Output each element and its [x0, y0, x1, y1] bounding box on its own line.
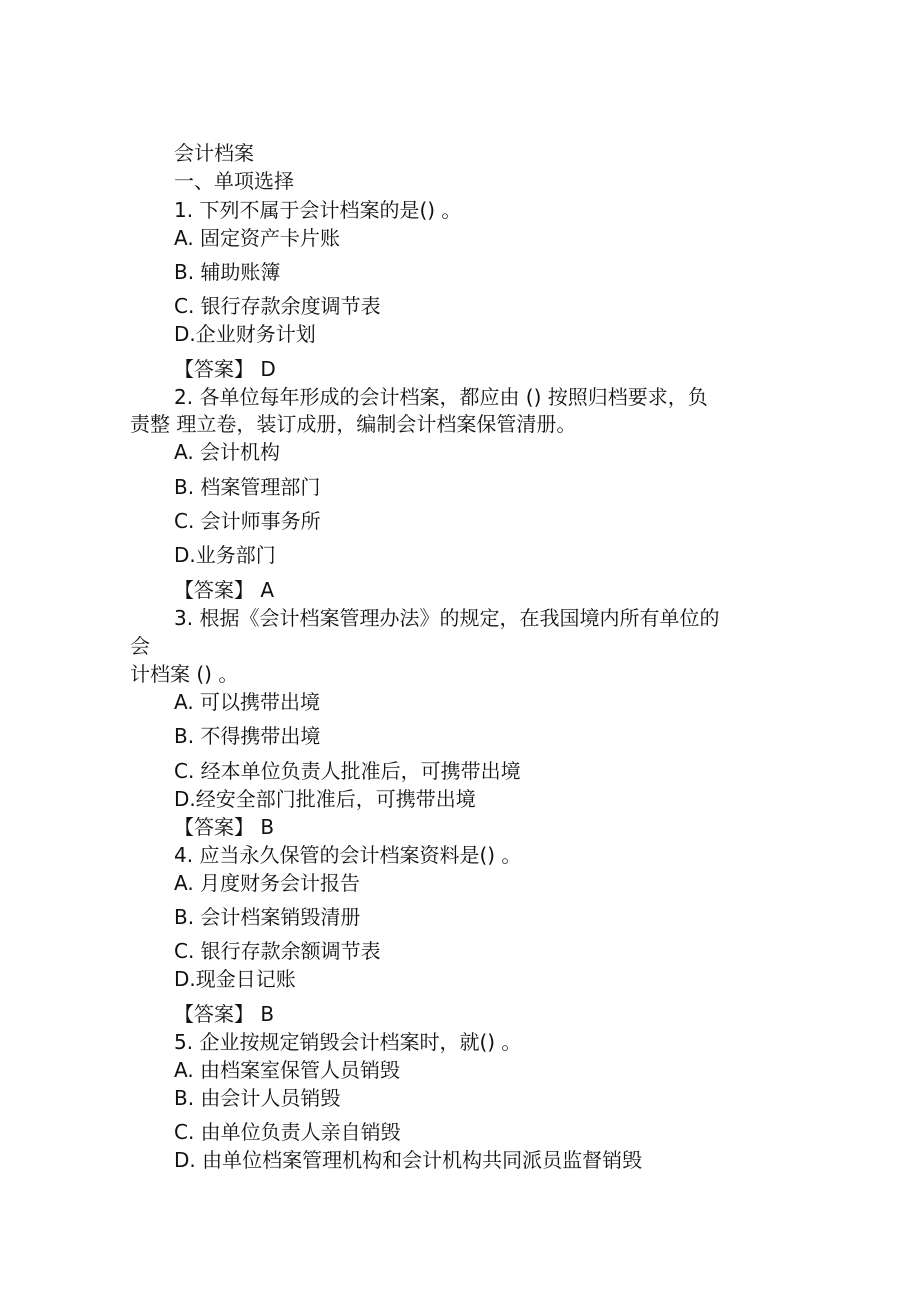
question-5-option-b: B. 由会计人员销毁 — [174, 1086, 341, 1110]
question-2-stem-line1: 2. 各单位每年形成的会计档案，都应由 () 按照归档要求，负 — [174, 385, 708, 409]
question-4-option-b: B. 会计档案销毁清册 — [174, 905, 361, 929]
question-2-stem-line2: 责整 理立卷，装订成册，编制会计档案保管清册。 — [130, 412, 577, 436]
question-3-option-b: B. 不得携带出境 — [174, 724, 321, 748]
question-5-option-d: D. 由单位档案管理机构和会计机构共同派员监督销毁 — [174, 1148, 643, 1172]
question-4-option-a: A. 月度财务会计报告 — [174, 871, 361, 895]
question-1-option-b: B. 辅助账簿 — [174, 260, 281, 284]
question-5-option-c: C. 由单位负责人亲自销毁 — [174, 1120, 401, 1144]
question-1-answer: 【答案】 D — [174, 357, 276, 381]
question-2-option-d: D.业务部门 — [174, 543, 276, 567]
question-4-answer: 【答案】 B — [174, 1002, 275, 1026]
question-4-option-c: C. 银行存款余额调节表 — [174, 939, 381, 963]
question-1-option-d: D.企业财务计划 — [174, 322, 316, 346]
question-3-option-d: D.经安全部门批准后，可携带出境 — [174, 787, 476, 811]
question-2-option-b: B. 档案管理部门 — [174, 475, 321, 499]
document-title: 会计档案 — [174, 141, 254, 165]
question-3-stem-line1: 3. 根据《会计档案管理办法》的规定，在我国境内所有单位的 — [174, 606, 720, 630]
question-2-answer: 【答案】 A — [174, 578, 275, 602]
question-4-option-d: D.现金日记账 — [174, 967, 296, 991]
question-4-stem: 4. 应当永久保管的会计档案资料是() 。 — [174, 843, 522, 867]
question-1-option-a: A. 固定资产卡片账 — [174, 226, 341, 250]
question-5-option-a: A. 由档案室保管人员销毁 — [174, 1058, 401, 1082]
question-1-stem: 1. 下列不属于会计档案的是() 。 — [174, 198, 462, 222]
question-3-stem-line3: 计档案 () 。 — [130, 662, 239, 686]
question-2-option-c: C. 会计师事务所 — [174, 509, 321, 533]
question-1-option-c: C. 银行存款余度调节表 — [174, 294, 381, 318]
section-heading: 一、单项选择 — [174, 169, 294, 193]
question-5-stem: 5. 企业按规定销毁会计档案时，就() 。 — [174, 1030, 522, 1054]
question-3-option-c: C. 经本单位负责人批准后，可携带出境 — [174, 759, 521, 783]
question-2-option-a: A. 会计机构 — [174, 440, 281, 464]
question-3-option-a: A. 可以携带出境 — [174, 690, 321, 714]
question-3-stem-line2: 会 — [130, 634, 150, 658]
question-3-answer: 【答案】 B — [174, 815, 275, 839]
